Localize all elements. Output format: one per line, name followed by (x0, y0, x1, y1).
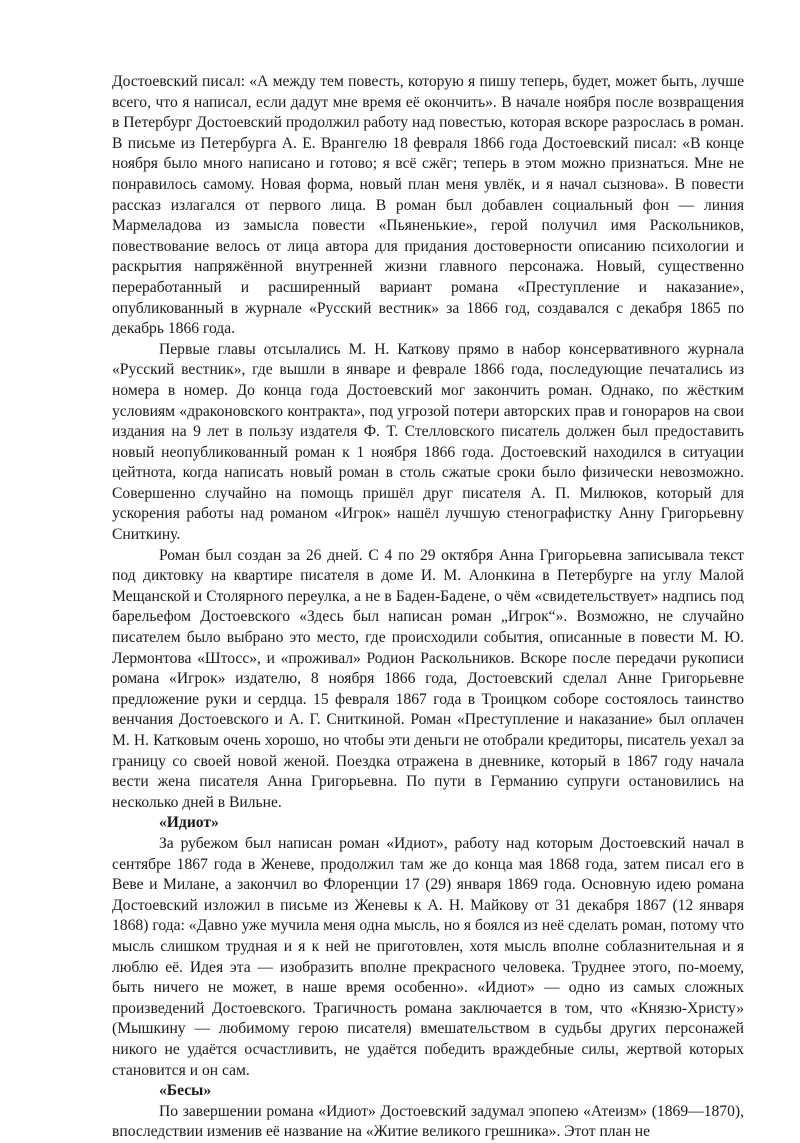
paragraph-stellovsky-contract: Первые главы отсылались М. Н. Каткову прямо в набор консервативного журнала «Русский вестник», где вышли в январе и феврале 1866 года, последующие печатались из номера в номер. До конца года Достоевский мог закончить роман. Однако, по жёстким условиям «драконовского контракта», под угрозой потери авторских прав и гонораров на свои издания на 9 лет в пользу издателя Ф. Т. Стелловского писатель должен был предоставить новый неопубликованный роман к 1 ноября 1866 года. Достоевский находился в ситуации цейтнота, когда написать новый роман в столь сжатые сроки было физически невозможно. Совершенно случайно на помощь пришёл друг писателя А. П. Милюков, который для ускорения работы над романом «Игрок» нашёл лучшую стенографистку Анну Григорьевну Сниткину. (112, 340, 744, 544)
section-heading-demons: «Бесы» (159, 1082, 212, 1100)
document-page (112, 72, 744, 1143)
paragraph-crime-and-punishment-writing: Достоевский писал: «А между тем повесть, которую я пишу теперь, будет, может быть, лучше всего, что я написал, если дадут мне время её окончить». В начале ноября после возвращения в Петербург Достоевский продолжил работу над повестью, которая вскоре разрослась в роман. В письме из Петербурга А. Е. Врангелю 18 февраля 1866 года Достоевский писал: «В конце ноября было много написано и готово; я всё сжёг; теперь в этом можно признаться. Мне не понравилось самому. Новая форма, новый план меня увлёк, и я начал сызнова». В повести рассказ излагался от первого лица. В роман был добавлен социальный фон — линия Мармеладова из замысла повести «Пьяненькие», герой получил имя Раскольников, повествование велось от лица автора для придания достоверности описанию психологии и раскрытия напряжённой внутренней жизни главного персонажа. Новый, существенно переработанный и расширенный вариант романа «Преступление и наказание», опубликованный в журнале «Русский вестник» за 1866 год, создавался с декабря 1865 по декабрь 1866 года. (112, 73, 744, 338)
paragraph-idiot: За рубежом был написан роман «Идиот», работу над которым Достоевский начал в сентябре 1867 года в Женеве, продолжил там же до конца мая 1868 года, затем писал его в Веве и Милане, а закончил во Флоренции 17 (29) января 1869 года. Основную идею романа Достоевский изложил в письме из Женевы к А. Н. Майкову от 31 декабря 1867 (12 января 1868) года: «Давно уже мучила меня одна мысль, но я боялся из неё сделать роман, потому что мысль слишком трудная и я к ней не приготовлен, хотя мысль вполне соблазнительная и я люблю её. Идея эта — изобразить вполне прекрасного человека. Труднее этого, по-моему, быть ничего не может, в наше время особенно». «Идиот» — одно из самых сложных произведений Достоевского. Трагичность романа заключается в том, что «Князю-Христу» (Мышкину — любимому герою писателя) вмешательством в судьбы других персонажей никого не удаётся осчастливить, не удаётся победить враждебные силы, жертвой которых становится и он сам. (112, 834, 744, 1079)
paragraph-demons: По завершении романа «Идиот» Достоевский задумал эпопею «Атеизм» (1869—1870), впоследствии изменив её название на «Житие великого грешника». Этот план не (112, 1102, 744, 1141)
section-heading-idiot: «Идиот» (159, 814, 219, 832)
paragraph-gambler-creation: Роман был создан за 26 дней. С 4 по 29 октября Анна Григорьевна записывала текст под диктовку на квартире писателя в доме И. М. Алонкина в Петербурге на углу Малой Мещанской и Столярного переулка, а не в Баден-Бадене, о чём «свидетельствует» надпись под барельефом Достоевского «Здесь был написан роман „Игрок“». Возможно, не случайно писателем было выбрано это место, где происходили события, описанные в повести М. Ю. Лермонтова «Штосс», и «проживал» Родион Раскольников. Вскоре после передачи рукописи романа «Игрок» издателю, 8 ноября 1866 года, Достоевский сделал Анне Григорьевне предложение руки и сердца. 15 февраля 1867 года в Троицком соборе состоялось таинство венчания Достоевского и А. Г. Сниткиной. Роман «Преступление и наказание» был оплачен М. Н. Катковым очень хорошо, но чтобы эти деньги не отобрали кредиторы, писатель уехал за границу со своей новой женой. Поездка отражена в дневнике, который в 1867 году начала вести жена писателя Анна Григорьевна. По пути в Германию супруги остановились на несколько дней в Вильне. (112, 546, 744, 811)
